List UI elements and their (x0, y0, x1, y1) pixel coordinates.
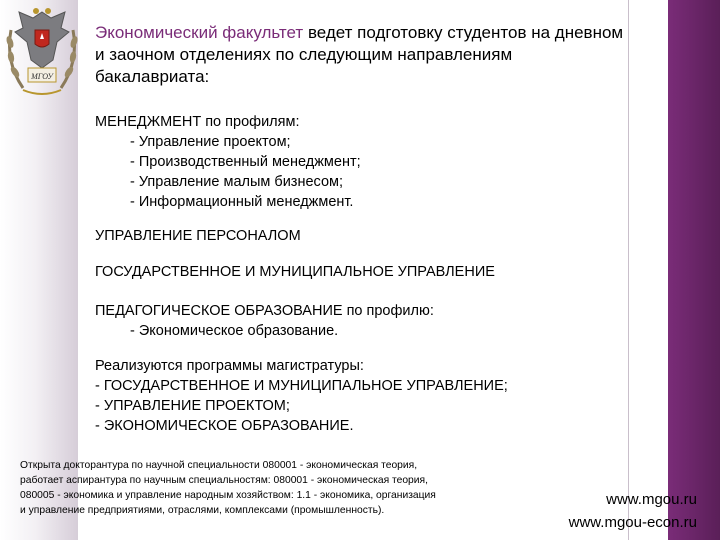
pedagogy-section (95, 301, 625, 341)
doctorate-note (20, 458, 520, 518)
intro-paragraph (95, 22, 625, 88)
note-line: Открыта докторантура по научной специальности 080001 - экономическая теория, (20, 460, 418, 471)
management-profile-item: - Управление проектом; (130, 134, 291, 150)
management-profile-item: - Информационный менеджмент. (130, 194, 354, 210)
pedagogy-heading: ПЕДАГОГИЧЕСКОЕ ОБРАЗОВАНИЕ по профилю: (95, 303, 434, 319)
website-links (569, 488, 697, 534)
masters-program-item: - ГОСУДАРСТВЕННОЕ И МУНИЦИПАЛЬНОЕ УПРАВЛЕНИЕ; (95, 378, 508, 394)
university-crest-icon (3, 2, 81, 102)
management-profile-item: - Производственный менеджмент; (130, 154, 361, 170)
right-divider-line (628, 0, 629, 540)
personnel-section: УПРАВЛЕНИЕ ПЕРСОНАЛОМ (95, 228, 301, 244)
website-link-mgou[interactable]: www.mgou.ru (606, 491, 697, 508)
management-heading: МЕНЕДЖМЕНТ по профилям: (95, 114, 300, 130)
gmu-section: ГОСУДАРСТВЕННОЕ И МУНИЦИПАЛЬНОЕ УПРАВЛЕНИЕ (95, 264, 495, 280)
pedagogy-profile-item: - Экономическое образование. (130, 323, 339, 339)
faculty-name: Экономический факультет (95, 23, 304, 42)
management-section (95, 112, 625, 212)
right-decor-bar (668, 0, 720, 540)
masters-heading: Реализуются программы магистратуры: (95, 358, 364, 374)
note-line: работает аспирантура по научным специальностям: 080001 - экономическая теория, (20, 475, 428, 486)
masters-program-item: - ЭКОНОМИЧЕСКОЕ ОБРАЗОВАНИЕ. (95, 418, 354, 434)
note-line: и управление предприятиями, отраслями, комплексами (промышленность). (20, 505, 385, 516)
masters-section (95, 356, 625, 436)
logo-text: МГОУ (31, 72, 53, 81)
masters-program-item: - УПРАВЛЕНИЕ ПРОЕКТОМ; (95, 398, 290, 414)
note-line: 080005 - экономика и управление народным хозяйством: 1.1 - экономика, организация (20, 490, 436, 501)
intro-text: ведет подготовку студентов на дневном и заочном отделениях по следующим направлениям бакалавриата: (95, 23, 624, 86)
management-profile-item: - Управление малым бизнесом; (130, 174, 344, 190)
website-link-econ[interactable]: www.mgou-econ.ru (568, 514, 697, 531)
